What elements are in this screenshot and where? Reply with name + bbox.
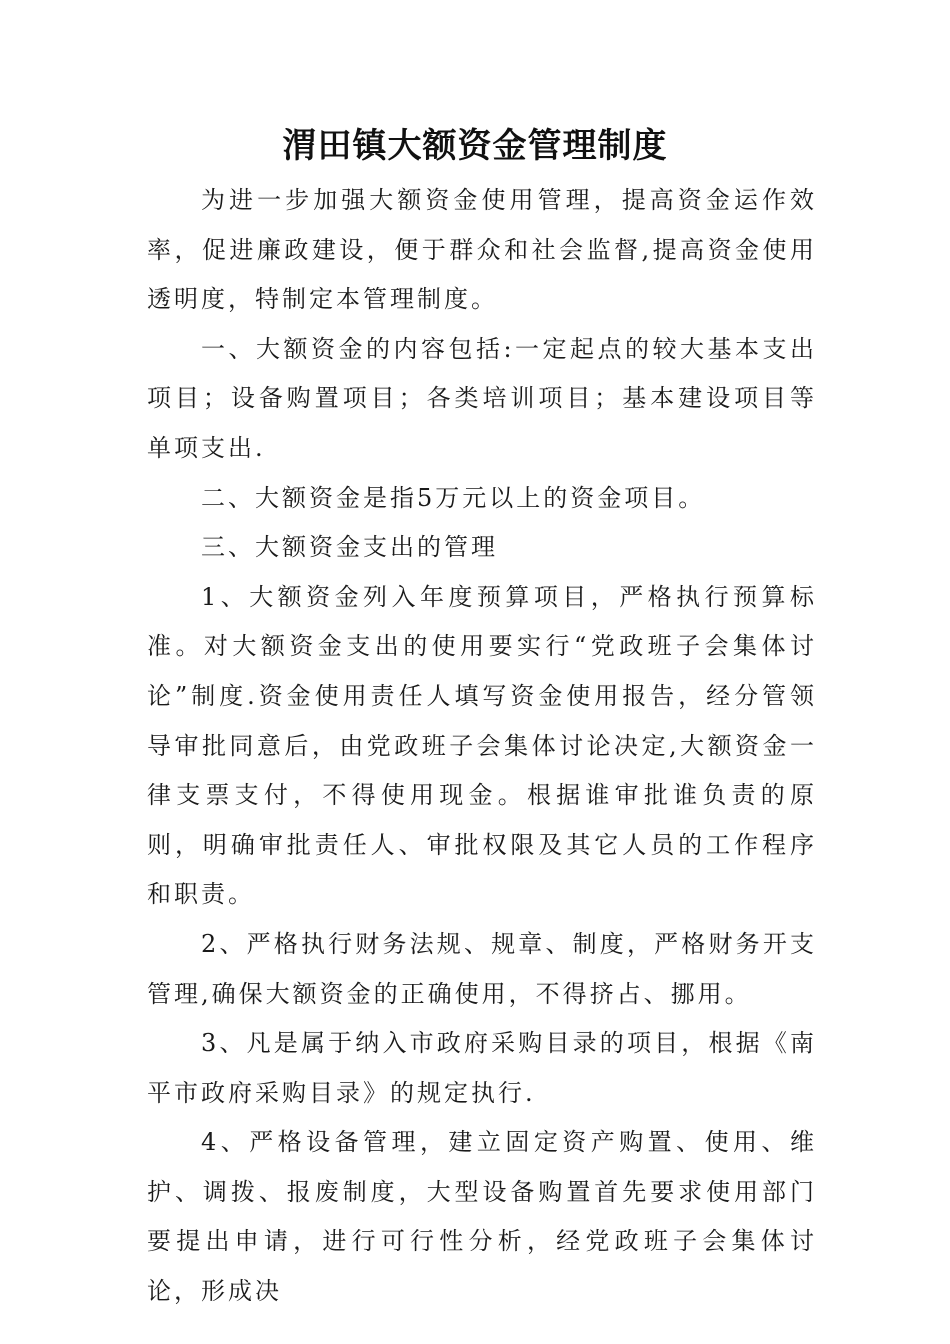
- paragraph-item-2: 2、严格执行财务法规、规章、制度，严格财务开支管理,确保大额资金的正确使用，不得挤占、挪用。: [147, 929, 817, 1008]
- paragraph-item-1: 1、大额资金列入年度预算项目，严格执行预算标准。对大额资金支出的使用要实行“党政班子会集体讨论”制度.资金使用责任人填写资金使用报告，经分管领导审批同意后，由党政班子会集体讨论决定,大额资金一律支票支付，不得使用现金。根据谁审批谁负责的原则，明确审批责任人、审批权限及其它人员的工作程序和职责。: [147, 582, 817, 909]
- document-title: 渭田镇大额资金管理制度: [282, 126, 668, 166]
- paragraph-item-4: 4、严格设备管理，建立固定资产购置、使用、维护、调拨、报废制度，大型设备购置首先要求使用部门要提出申请，进行可行性分析，经党政班子会集体讨论，形成决: [147, 1128, 817, 1306]
- document-body: [147, 176, 817, 1317]
- paragraph-intro: 为进一步加强大额资金使用管理，提高资金运作效率，促进廉政建设，便于群众和社会监督,提高资金使用透明度，特制定本管理制度。: [147, 186, 817, 314]
- paragraph-section-1: 一、大额资金的内容包括:一定起点的较大基本支出项目；设备购置项目；各类培训项目；基本建设项目等单项支出.: [147, 334, 817, 462]
- paragraph-section-3-heading: 三、大额资金支出的管理: [201, 533, 498, 562]
- paragraph-section-2: 二、大额资金是指5万元以上的资金项目。: [201, 483, 706, 512]
- paragraph-item-3: 3、凡是属于纳入市政府采购目录的项目，根据《南平市政府采购目录》的规定执行.: [147, 1029, 817, 1107]
